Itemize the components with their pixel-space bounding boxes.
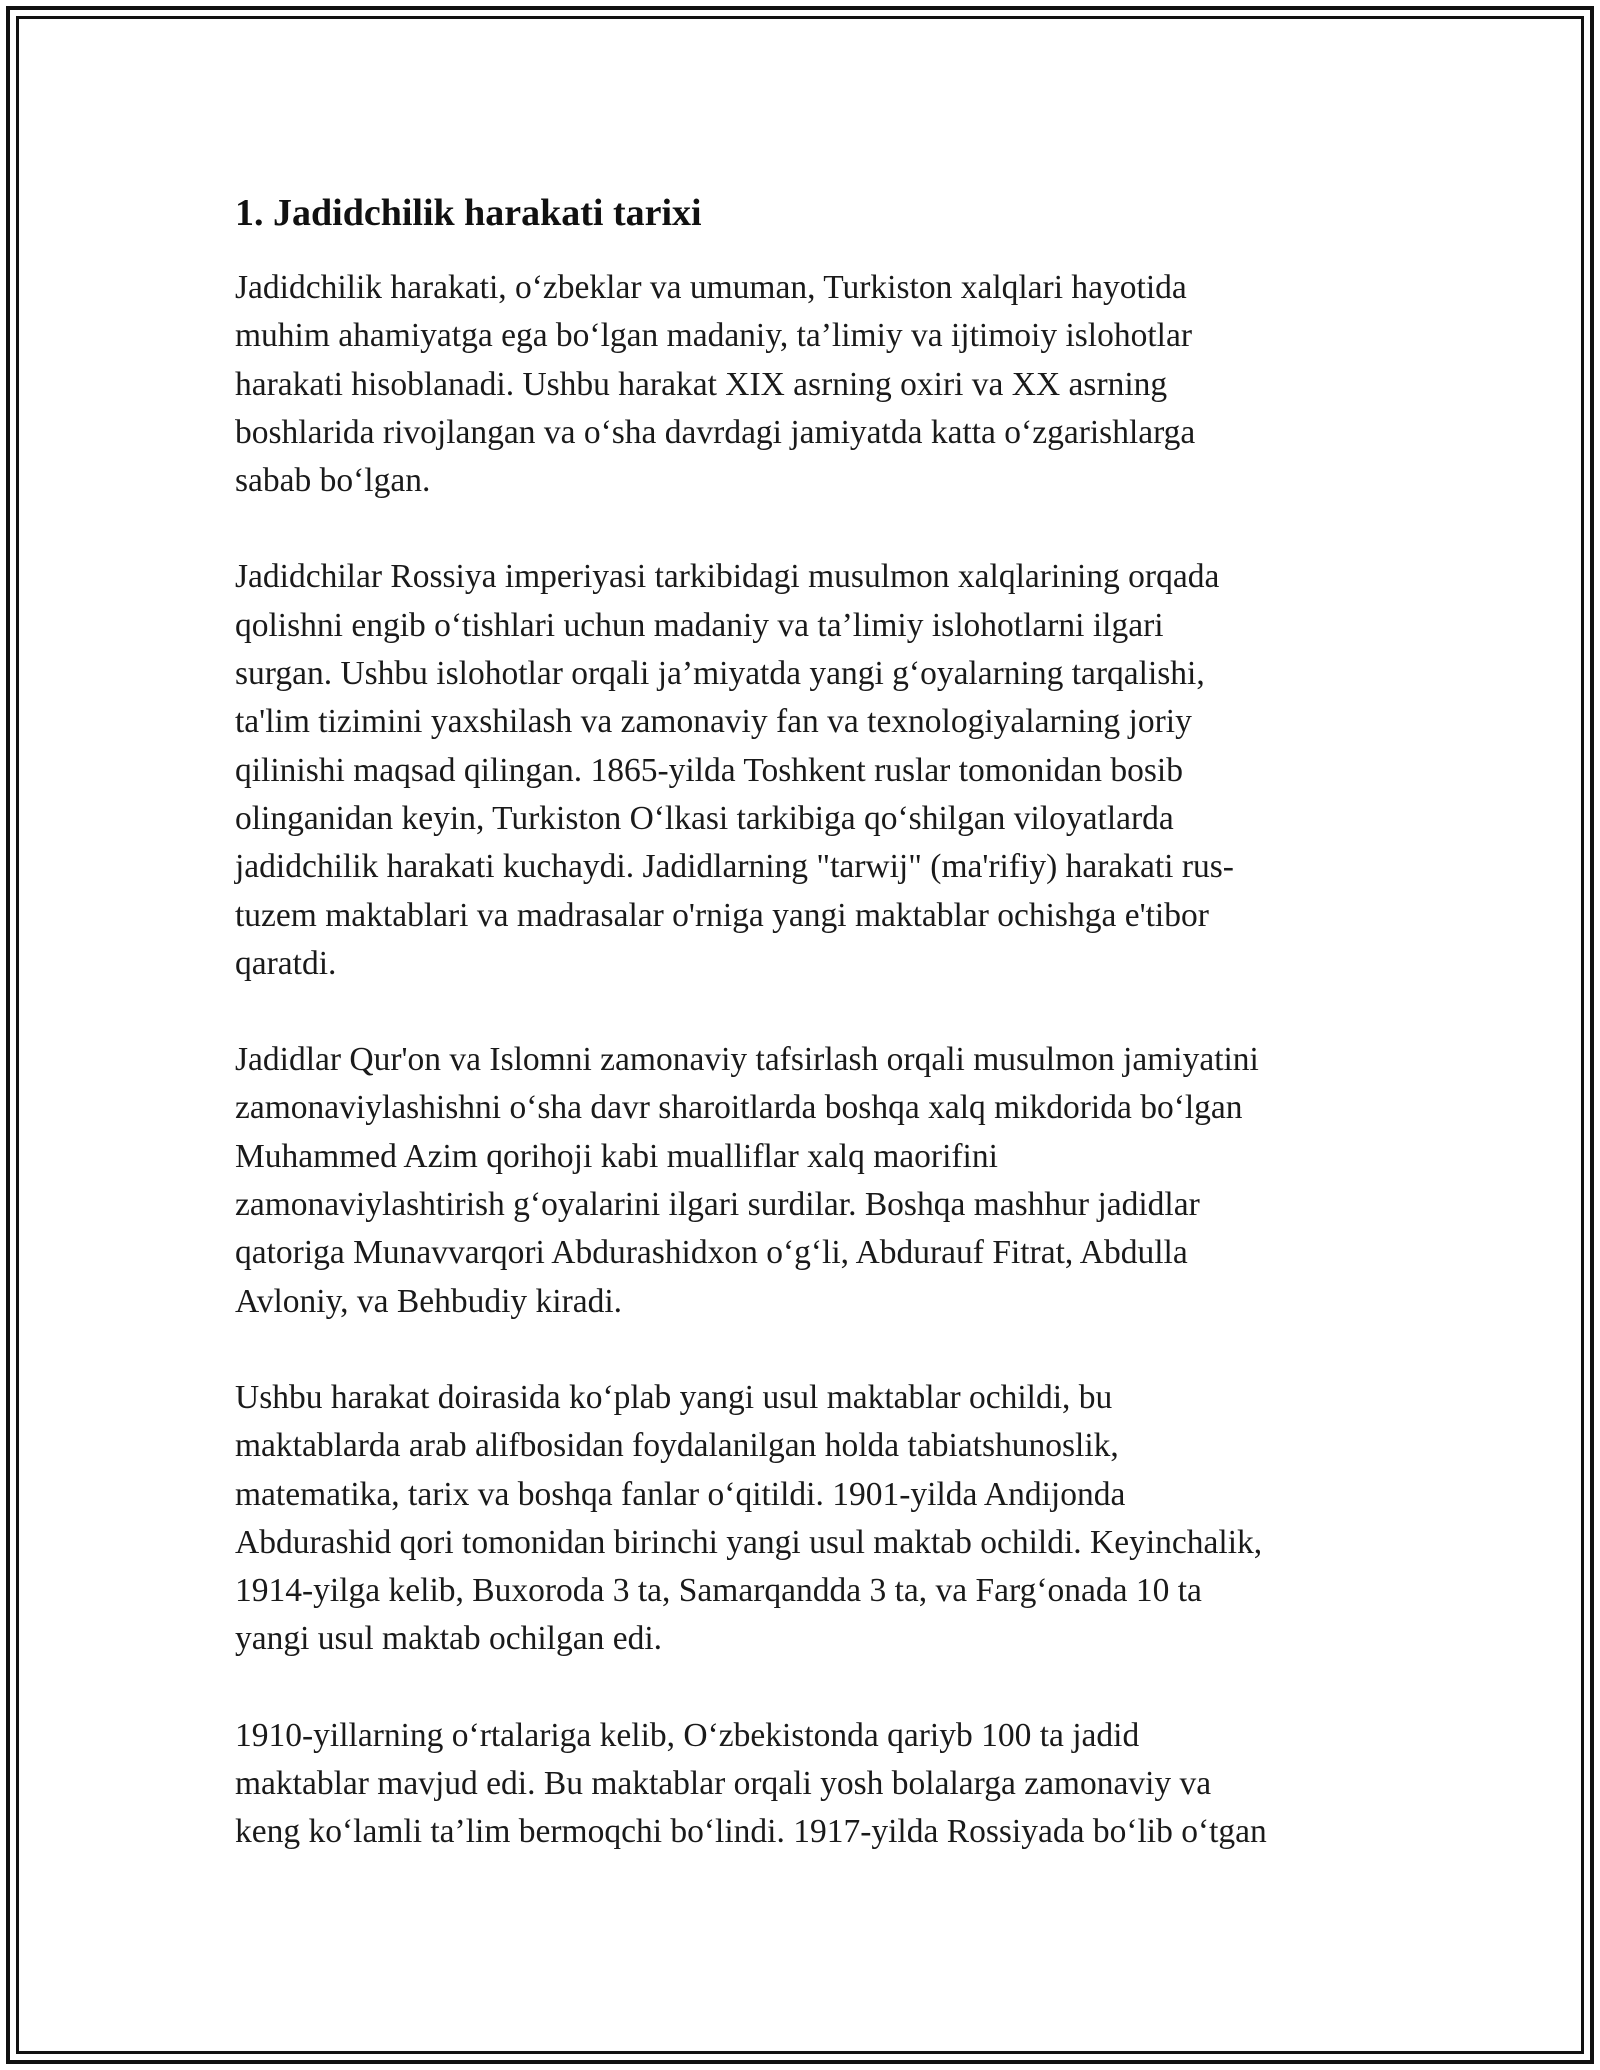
text-line: yangi usul maktab ochilgan edi. (235, 1620, 663, 1658)
text-line: maktablarda arab alifbosidan foydalanilgan holda tabiatshunoslik, (235, 1427, 1119, 1465)
section-heading: 1. Jadidchilik harakati tarixi (235, 192, 702, 234)
text-line: Avloniy, va Behbudiy kiradi. (235, 1282, 623, 1320)
paragraph-5 (235, 1712, 1370, 1857)
text-line: ta'lim tizimini yaxshilash va zamonaviy fan va texnologiyalarning joriy (235, 703, 1192, 741)
text-line: 1910-yillarning o‘rtalariga kelib, O‘zbekistonda qariyb 100 ta jadid (235, 1716, 1140, 1754)
text-line: Muhammed Azim qorihoji kabi mualliflar xalq maorifini (235, 1137, 998, 1175)
text-line: 1914-yilga kelib, Buxoroda 3 ta, Samarqandda 3 ta, va Farg‘onada 10 ta (235, 1572, 1202, 1610)
text-line: jadidchilik harakati kuchaydi. Jadidlarning "tarwij" (ma'rifiy) harakati rus- (235, 848, 1234, 886)
paragraph-1 (235, 264, 1370, 505)
document-body (235, 188, 1370, 1905)
text-line: Ushbu harakat doirasida ko‘plab yangi usul maktablar ochildi, bu (235, 1378, 1113, 1416)
text-line: qaratdi. (235, 944, 337, 982)
text-line: harakati hisoblanadi. Ushbu harakat XIX asrning oxiri va XX asrning (235, 365, 1168, 403)
text-line: surgan. Ushbu islohotlar orqali ja’miyatda yangi g‘oyalarning tarqalishi, (235, 655, 1205, 693)
text-line: Jadidchilik harakati, o‘zbeklar va umuman, Turkiston xalqlari hayotida (235, 269, 1187, 306)
paragraph-4 (235, 1374, 1370, 1664)
text-line: qatoriga Munavvarqori Abdurashidxon o‘g‘li, Abdurauf Fitrat, Abdulla (235, 1234, 1188, 1272)
text-line: qolishni engib o‘tishlari uchun madaniy va ta’limiy islohotlarni ilgari (235, 606, 1164, 644)
text-line: matematika, tarix va boshqa fanlar o‘qitildi. 1901-yilda Andijonda (235, 1475, 1126, 1513)
text-line: olinganidan keyin, Turkiston O‘lkasi tarkibiga qo‘shilgan viloyatlarda (235, 799, 1174, 837)
text-line: zamonaviylashishni o‘sha davr sharoitlarda boshqa xalq mikdorida bo‘lgan (235, 1089, 1243, 1127)
paragraph-3 (235, 1036, 1370, 1326)
text-line: boshlarida rivojlangan va o‘sha davrdagi jamiyatda katta o‘zgarishlarga (235, 413, 1196, 451)
text-line: Abdurashid qori tomonidan birinchi yangi usul maktab ochildi. Keyinchalik, (235, 1523, 1263, 1561)
text-line: qilinishi maqsad qilingan. 1865-yilda Toshkent ruslar tomonidan bosib (235, 751, 1183, 789)
paragraph-2 (235, 553, 1370, 988)
text-line: maktablar mavjud edi. Bu maktablar orqali yosh bolalarga zamonaviy va (235, 1765, 1212, 1803)
text-line: sabab bo‘lgan. (235, 462, 431, 500)
text-line: Jadidchilar Rossiya imperiyasi tarkibidagi musulmon xalqlarining orqada (235, 558, 1220, 596)
text-line: tuzem maktablari va madrasalar o'rniga yangi maktablar ochishga e'tibor (235, 896, 1209, 934)
text-line: muhim ahamiyatga ega bo‘lgan madaniy, ta’limiy va ijtimoiy islohotlar (235, 317, 1193, 355)
text-line: Jadidlar Qur'on va Islomni zamonaviy tafsirlash orqali musulmon jamiyatini (235, 1041, 1259, 1079)
text-line: zamonaviylashtirish g‘oyalarini ilgari surdilar. Boshqa mashhur jadidlar (235, 1186, 1200, 1224)
text-line: keng ko‘lamli ta’lim bermoqchi bo‘lindi. 1917-yilda Rossiyada bo‘lib o‘tgan (235, 1813, 1267, 1851)
